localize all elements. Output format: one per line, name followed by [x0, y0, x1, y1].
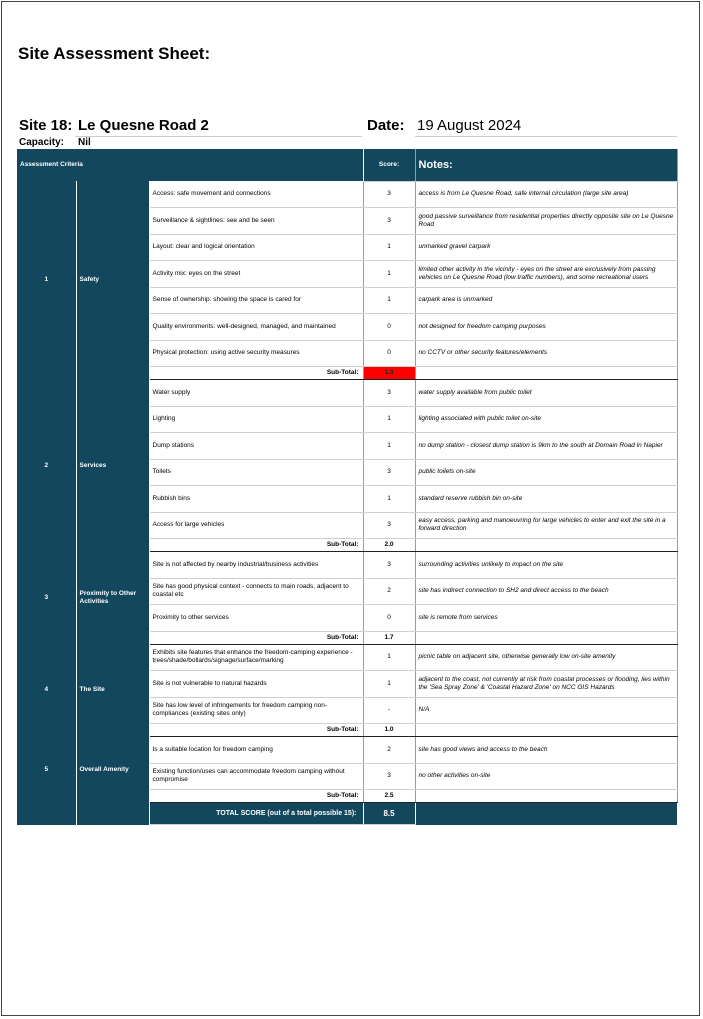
criteria-text: Lighting — [149, 406, 363, 433]
notes-text: not designed for freedom camping purposes — [415, 314, 677, 341]
assessment-table — [17, 149, 678, 825]
score-value: 1 — [363, 433, 415, 460]
total-blank-num — [17, 803, 76, 825]
notes-text: carpark area is unmarked — [415, 287, 677, 314]
site-name: Le Quesne Road 2 — [78, 117, 209, 134]
score-value: 1 — [363, 287, 415, 314]
criteria-text: Quality environments: well-designed, managed, and maintained — [149, 314, 363, 341]
score-value: 3 — [363, 208, 415, 235]
capacity-value: Nil — [78, 137, 91, 148]
notes-text: water supply available from public toilet — [415, 380, 677, 407]
total-row — [17, 803, 677, 825]
criteria-text: Access for large vehicles — [149, 512, 363, 539]
notes-text: surrounding activities unlikely to impact on the site — [415, 552, 677, 579]
section-number: 3 — [17, 552, 76, 645]
score-value: 1 — [363, 671, 415, 698]
notes-text: good passive surveillance from residential properties directly opposite site on Le Quesne Road — [415, 208, 677, 235]
notes-text: N/A — [415, 697, 677, 724]
criteria-text: Toilets — [149, 459, 363, 486]
notes-text: no CCTV or other security features/elements — [415, 340, 677, 367]
subtotal-label: Sub-Total: — [149, 724, 363, 737]
notes-text: site is remote from services — [415, 605, 677, 632]
score-value: 0 — [363, 314, 415, 341]
criteria-text: Proximity to other services — [149, 605, 363, 632]
total-blank-cat — [76, 803, 149, 825]
criteria-text: Site is not vulnerable to natural hazards — [149, 671, 363, 698]
site-name-underline — [75, 136, 362, 137]
score-value: 3 — [363, 552, 415, 579]
table-row — [17, 737, 677, 764]
notes-text: access is from Le Quesne Road, safe internal circulation (large site area) — [415, 181, 677, 208]
subtotal-value: 1.0 — [363, 724, 415, 737]
notes-text: lighting associated with public toilet on-site — [415, 406, 677, 433]
criteria-text: Site has good physical context - connects to main roads, adjacent to coastal etc — [149, 578, 363, 605]
score-value: 1 — [363, 234, 415, 261]
date-underline — [415, 136, 677, 137]
table-row — [17, 380, 677, 407]
criteria-text: Rubbish bins — [149, 486, 363, 513]
section-number: 1 — [17, 181, 76, 380]
subtotal-value: 1.3 — [363, 367, 415, 380]
section-name: Overall Amenity — [76, 737, 149, 803]
notes-text: unmarked gravel carpark — [415, 234, 677, 261]
score-value: 1 — [363, 261, 415, 288]
score-value: 3 — [363, 512, 415, 539]
subtotal-value: 2.0 — [363, 539, 415, 552]
section-name: Services — [76, 380, 149, 552]
criteria-text: Existing function/uses can accommodate freedom camping without compromise — [149, 763, 363, 790]
subtotal-label: Sub-Total: — [149, 367, 363, 380]
notes-text: public toilets on-site — [415, 459, 677, 486]
score-value: 3 — [363, 763, 415, 790]
subtotal-label: Sub-Total: — [149, 539, 363, 552]
table-row — [17, 552, 677, 579]
total-label: TOTAL SCORE (out of a total possible 15): — [149, 803, 363, 825]
subtotal-label: Sub-Total: — [149, 790, 363, 803]
criteria-text: Physical protection: using active security measures — [149, 340, 363, 367]
sheet-title: Site Assessment Sheet: — [18, 44, 211, 63]
criteria-text: Water supply — [149, 380, 363, 407]
subtotal-value: 1.7 — [363, 631, 415, 644]
score-value: 3 — [363, 181, 415, 208]
notes-text: site has good views and access to the beach — [415, 737, 677, 764]
score-value: 1 — [363, 644, 415, 671]
subtotal-notes-blank — [415, 790, 677, 803]
notes-text: standard reserve rubbish bin on-site — [415, 486, 677, 513]
notes-text: adjacent to the coast, not currently at risk from coastal processes or flooding, lies within the 'Sea Spray Zone' & 'Coastal Hazard Zone' on NCC GIS Hazards — [415, 671, 677, 698]
subtotal-notes-blank — [415, 539, 677, 552]
score-value: 1 — [363, 486, 415, 513]
notes-text: limited other activity in the vicinity - eyes on the street are exclusively from passing vehicles on Le Quesne Road (low traffic numbers), and some recreational users — [415, 261, 677, 288]
section-number: 2 — [17, 380, 76, 552]
header-notes: Notes: — [415, 149, 677, 181]
site-info-row — [17, 115, 677, 137]
header-score: Score: — [363, 149, 415, 181]
criteria-text: Activity mix: eyes on the street — [149, 261, 363, 288]
section-name: Proximity to Other Activities — [76, 552, 149, 645]
notes-text: no other activities on-site — [415, 763, 677, 790]
score-value: 2 — [363, 737, 415, 764]
score-value: 3 — [363, 459, 415, 486]
notes-text: site has indirect connection to SH2 and direct access to the beach — [415, 578, 677, 605]
criteria-text: Site is not affected by nearby industrial/business activities — [149, 552, 363, 579]
subtotal-value: 2.5 — [363, 790, 415, 803]
criteria-text: Site has low level of infringements for freedom camping non-compliances (existing sites only) — [149, 697, 363, 724]
score-value: - — [363, 697, 415, 724]
score-value: 3 — [363, 380, 415, 407]
score-value: 1 — [363, 406, 415, 433]
total-value: 8.5 — [363, 803, 415, 825]
table-header-row — [17, 149, 677, 181]
score-value: 2 — [363, 578, 415, 605]
date-label: Date: — [367, 117, 405, 134]
criteria-text: Is a suitable location for freedom camping — [149, 737, 363, 764]
criteria-text: Dump stations — [149, 433, 363, 460]
subtotal-notes-blank — [415, 724, 677, 737]
notes-text: easy access, parking and manoeuvring for large vehicles to enter and exit the site in a forward direction — [415, 512, 677, 539]
section-name: The Site — [76, 644, 149, 737]
subtotal-notes-blank — [415, 631, 677, 644]
criteria-text: Sense of ownership: showing the space is cared for — [149, 287, 363, 314]
section-number: 5 — [17, 737, 76, 803]
date-value: 19 August 2024 — [417, 117, 522, 134]
criteria-text: Layout: clear and logical orientation — [149, 234, 363, 261]
table-row — [17, 181, 677, 208]
criteria-text: Exhibits site features that enhance the freedom-camping experience - trees/shade/bollards/signage/surface/marking — [149, 644, 363, 671]
total-blank-notes — [415, 803, 677, 825]
header-criteria: Assessment Criteria — [17, 149, 363, 181]
criteria-text: Access: safe movement and connections — [149, 181, 363, 208]
capacity-label: Capacity: — [19, 137, 65, 148]
section-name: Safety — [76, 181, 149, 380]
subtotal-label: Sub-Total: — [149, 631, 363, 644]
site-number-label: Site 18: — [19, 117, 73, 134]
subtotal-notes-blank — [415, 367, 677, 380]
notes-text: no dump station - closest dump station is 9km to the south at Domain Road in Napier — [415, 433, 677, 460]
section-number: 4 — [17, 644, 76, 737]
criteria-text: Surveillance & sightlines: see and be seen — [149, 208, 363, 235]
score-value: 0 — [363, 605, 415, 632]
score-value: 0 — [363, 340, 415, 367]
notes-text: picnic table on adjacent site, otherwise generally low on-site amenity — [415, 644, 677, 671]
table-row — [17, 644, 677, 671]
